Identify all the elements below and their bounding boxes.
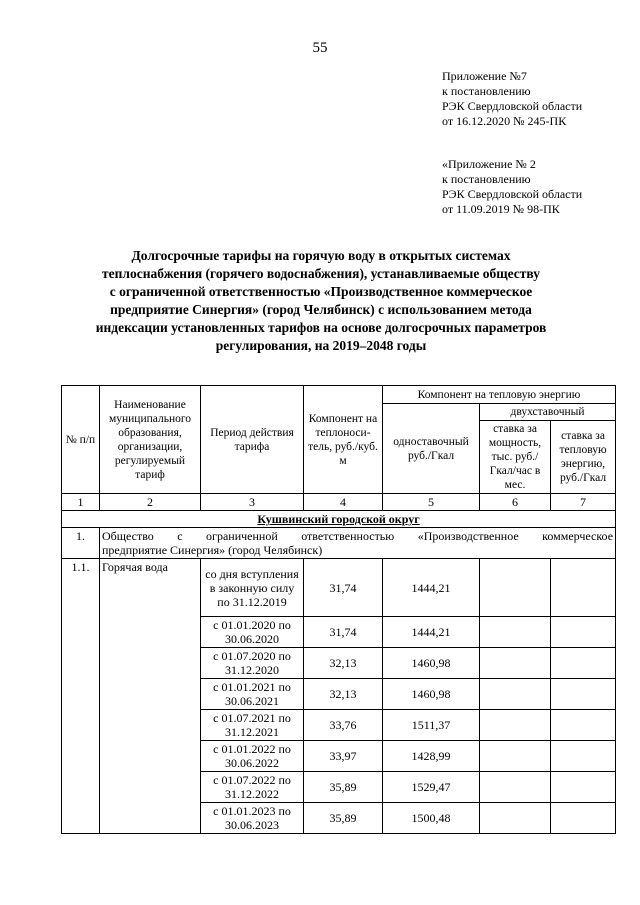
annex-line: к постановлению bbox=[442, 84, 531, 98]
single-rate-cell: 1500,48 bbox=[383, 803, 480, 834]
single-rate-cell: 1511,37 bbox=[383, 710, 480, 741]
annex-line: РЭК Свердловской области bbox=[442, 99, 583, 113]
period-cell: с 01.01.2021 по 30.06.2021 bbox=[201, 679, 304, 710]
annex-current-reference bbox=[442, 69, 582, 129]
capacity-rate-cell bbox=[480, 710, 551, 741]
header-period: Период действия тарифа bbox=[201, 386, 304, 494]
single-rate-cell: 1460,98 bbox=[383, 679, 480, 710]
energy-rate-cell bbox=[551, 803, 616, 834]
heat-carrier-cell: 31,74 bbox=[304, 559, 383, 617]
title-line: индексации установленных тарифов на основе долгосрочных параметров bbox=[95, 320, 547, 335]
capacity-rate-cell bbox=[480, 679, 551, 710]
header-num: № п/п bbox=[62, 386, 100, 494]
capacity-rate-cell bbox=[480, 803, 551, 834]
annex-line: Приложение №7 bbox=[442, 69, 527, 83]
column-number: 5 bbox=[383, 494, 480, 511]
single-rate-cell: 1460,98 bbox=[383, 648, 480, 679]
period-cell: с 01.07.2020 по 31.12.2020 bbox=[201, 648, 304, 679]
single-rate-cell: 1529,47 bbox=[383, 772, 480, 803]
capacity-rate-cell bbox=[480, 741, 551, 772]
energy-rate-cell bbox=[551, 617, 616, 648]
heat-carrier-cell: 32,13 bbox=[304, 679, 383, 710]
annex-original-reference bbox=[442, 157, 582, 217]
capacity-rate-cell bbox=[480, 617, 551, 648]
header-two-rate: двухставочный bbox=[480, 404, 616, 421]
heat-carrier-cell: 33,76 bbox=[304, 710, 383, 741]
section-municipality: Кушвинский городской округ bbox=[62, 511, 616, 528]
period-cell: с 01.01.2020 по 30.06.2020 bbox=[201, 617, 304, 648]
column-number: 4 bbox=[304, 494, 383, 511]
period-cell: с 01.01.2022 по 30.06.2022 bbox=[201, 741, 304, 772]
single-rate-cell: 1444,21 bbox=[383, 617, 480, 648]
annex-line: РЭК Свердловской области bbox=[442, 187, 583, 201]
annex-line: от 11.09.2019 № 98-ПК bbox=[442, 202, 560, 216]
title-line: теплоснабжения (горячего водоснабжения), устанавливаемые обществу bbox=[102, 266, 540, 281]
header-energy-rate: ставка за тепловую энергию, руб./Гкал bbox=[551, 421, 616, 494]
organization-line: предприятие Синергия» (город Челябинск) bbox=[102, 543, 323, 557]
capacity-rate-cell bbox=[480, 559, 551, 617]
organization-line: Общество с ограниченной ответственностью «Производственное коммерческое bbox=[102, 529, 614, 543]
header-single-rate: одноставочный руб./Гкал bbox=[383, 404, 480, 494]
column-number: 7 bbox=[551, 494, 616, 511]
period-cell: с 01.07.2022 по 31.12.2022 bbox=[201, 772, 304, 803]
column-number: 1 bbox=[62, 494, 100, 511]
energy-rate-cell bbox=[551, 679, 616, 710]
annex-line: «Приложение № 2 bbox=[442, 157, 536, 171]
header-thermal-energy: Компонент на тепловую энергию bbox=[383, 386, 616, 404]
column-number: 6 bbox=[480, 494, 551, 511]
annex-line: к постановлению bbox=[442, 172, 531, 186]
header-heat-carrier: Компонент на теплоноси-тель, руб./куб. м bbox=[304, 386, 383, 494]
single-rate-cell: 1444,21 bbox=[383, 559, 480, 617]
tariff-name: Горячая вода bbox=[100, 559, 201, 834]
org-num: 1. bbox=[62, 528, 100, 559]
energy-rate-cell bbox=[551, 559, 616, 617]
capacity-rate-cell bbox=[480, 648, 551, 679]
capacity-rate-cell bbox=[480, 772, 551, 803]
period-cell: с 01.01.2023 по 30.06.2023 bbox=[201, 803, 304, 834]
period-cell: с 01.07.2021 по 31.12.2021 bbox=[201, 710, 304, 741]
tariffs-table bbox=[61, 385, 616, 834]
title-line: предприятие Синергия» (город Челябинск) с использованием метода bbox=[110, 302, 532, 317]
tariff-num: 1.1. bbox=[62, 559, 100, 834]
heat-carrier-cell: 32,13 bbox=[304, 648, 383, 679]
heat-carrier-cell: 33,97 bbox=[304, 741, 383, 772]
table-row bbox=[62, 559, 616, 617]
column-number: 3 bbox=[201, 494, 304, 511]
column-number: 2 bbox=[100, 494, 201, 511]
page-number: 55 bbox=[312, 40, 328, 56]
header-capacity-rate: ставка за мощность, тыс. руб./Гкал/час в мес. bbox=[480, 421, 551, 494]
energy-rate-cell bbox=[551, 710, 616, 741]
energy-rate-cell bbox=[551, 648, 616, 679]
heat-carrier-cell: 35,89 bbox=[304, 772, 383, 803]
document-title bbox=[60, 247, 582, 355]
heat-carrier-cell: 35,89 bbox=[304, 803, 383, 834]
organization-name bbox=[100, 528, 616, 559]
annex-line: от 16.12.2020 № 245-ПК bbox=[442, 114, 567, 128]
period-cell: со дня вступления в законную силу по 31.12.2019 bbox=[201, 559, 304, 617]
energy-rate-cell bbox=[551, 741, 616, 772]
energy-rate-cell bbox=[551, 772, 616, 803]
heat-carrier-cell: 31,74 bbox=[304, 617, 383, 648]
title-line: регулирования, на 2019–2048 годы bbox=[215, 338, 427, 353]
title-line: Долгосрочные тарифы на горячую воду в открытых системах bbox=[131, 248, 511, 263]
title-line: с ограниченной ответственностью «Производственное коммерческое bbox=[109, 284, 533, 299]
header-name: Наименование муниципального образования, организации, регулируемый тариф bbox=[100, 386, 201, 494]
single-rate-cell: 1428,99 bbox=[383, 741, 480, 772]
